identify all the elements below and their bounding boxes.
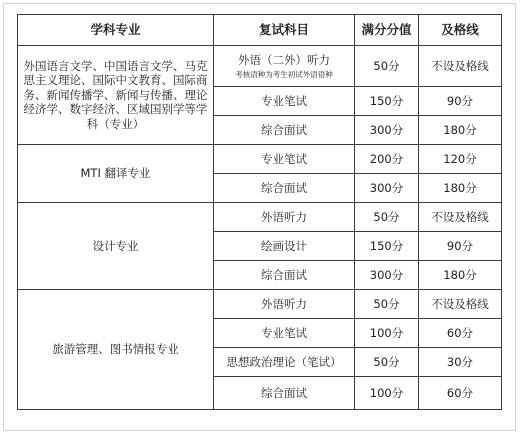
pass-line-cell: 180分: [419, 261, 502, 290]
full-score-cell: 50分: [355, 290, 419, 319]
header-pass-line: 及格线: [419, 15, 502, 46]
subject-cell: [214, 46, 355, 87]
major-cell: 设计专业: [18, 203, 214, 290]
subject-cell: 绘画设计: [214, 232, 355, 261]
subject-cell: 综合面试: [214, 116, 355, 145]
subject-cell: 外语听力: [214, 203, 355, 232]
subject-cell: 外语听力: [214, 290, 355, 319]
table-row: [18, 46, 502, 87]
pass-line-cell: 60分: [419, 319, 502, 348]
full-score-cell: 50分: [355, 46, 419, 87]
full-score-cell: 200分: [355, 145, 419, 174]
pass-line-cell: 90分: [419, 87, 502, 116]
header-full-score: 满分分值: [355, 15, 419, 46]
pass-line-cell: 60分: [419, 377, 502, 410]
pass-line-cell: 120分: [419, 145, 502, 174]
subject-note: 考核语种为考生初试外语语种: [235, 69, 333, 79]
subject-cell: 专业笔试: [214, 319, 355, 348]
table-row: [18, 145, 502, 174]
full-score-cell: 100分: [355, 377, 419, 410]
full-score-cell: 100分: [355, 319, 419, 348]
subject-cell: 综合面试: [214, 377, 355, 410]
pass-line-cell: 180分: [419, 174, 502, 203]
pass-line-cell: 不设及格线: [419, 203, 502, 232]
header-subject: 复试科目: [214, 15, 355, 46]
major-cell: MTI 翻译专业: [18, 145, 214, 203]
table-row: [18, 203, 502, 232]
subject-cell: 专业笔试: [214, 145, 355, 174]
full-score-cell: 300分: [355, 116, 419, 145]
full-score-cell: 50分: [355, 203, 419, 232]
subject-label: 外语（二外）听力: [238, 53, 330, 68]
header-major: 学科专业: [18, 15, 214, 46]
retest-score-table: [17, 14, 502, 410]
pass-line-cell: 180分: [419, 116, 502, 145]
major-cell: 外国语言文学、中国语言文学、马克思主义理论、国际中文教育、国际商务、新闻传播学、新闻与传播、理论经济学、数字经济、区域国别学等学科（专业）: [18, 46, 214, 145]
pass-line-cell: 90分: [419, 232, 502, 261]
subject-cell: 专业笔试: [214, 87, 355, 116]
full-score-cell: 150分: [355, 232, 419, 261]
table-header-row: [18, 15, 502, 46]
subject-cell: 思想政治理论（笔试）: [214, 348, 355, 377]
table-row: [18, 290, 502, 319]
pass-line-cell: 不设及格线: [419, 46, 502, 87]
full-score-cell: 300分: [355, 261, 419, 290]
pass-line-cell: 不设及格线: [419, 290, 502, 319]
major-cell: 旅游管理、图书情报专业: [18, 290, 214, 410]
full-score-cell: 300分: [355, 174, 419, 203]
full-score-cell: 150分: [355, 87, 419, 116]
full-score-cell: 50分: [355, 348, 419, 377]
subject-cell: 综合面试: [214, 174, 355, 203]
pass-line-cell: 30分: [419, 348, 502, 377]
subject-cell: 综合面试: [214, 261, 355, 290]
